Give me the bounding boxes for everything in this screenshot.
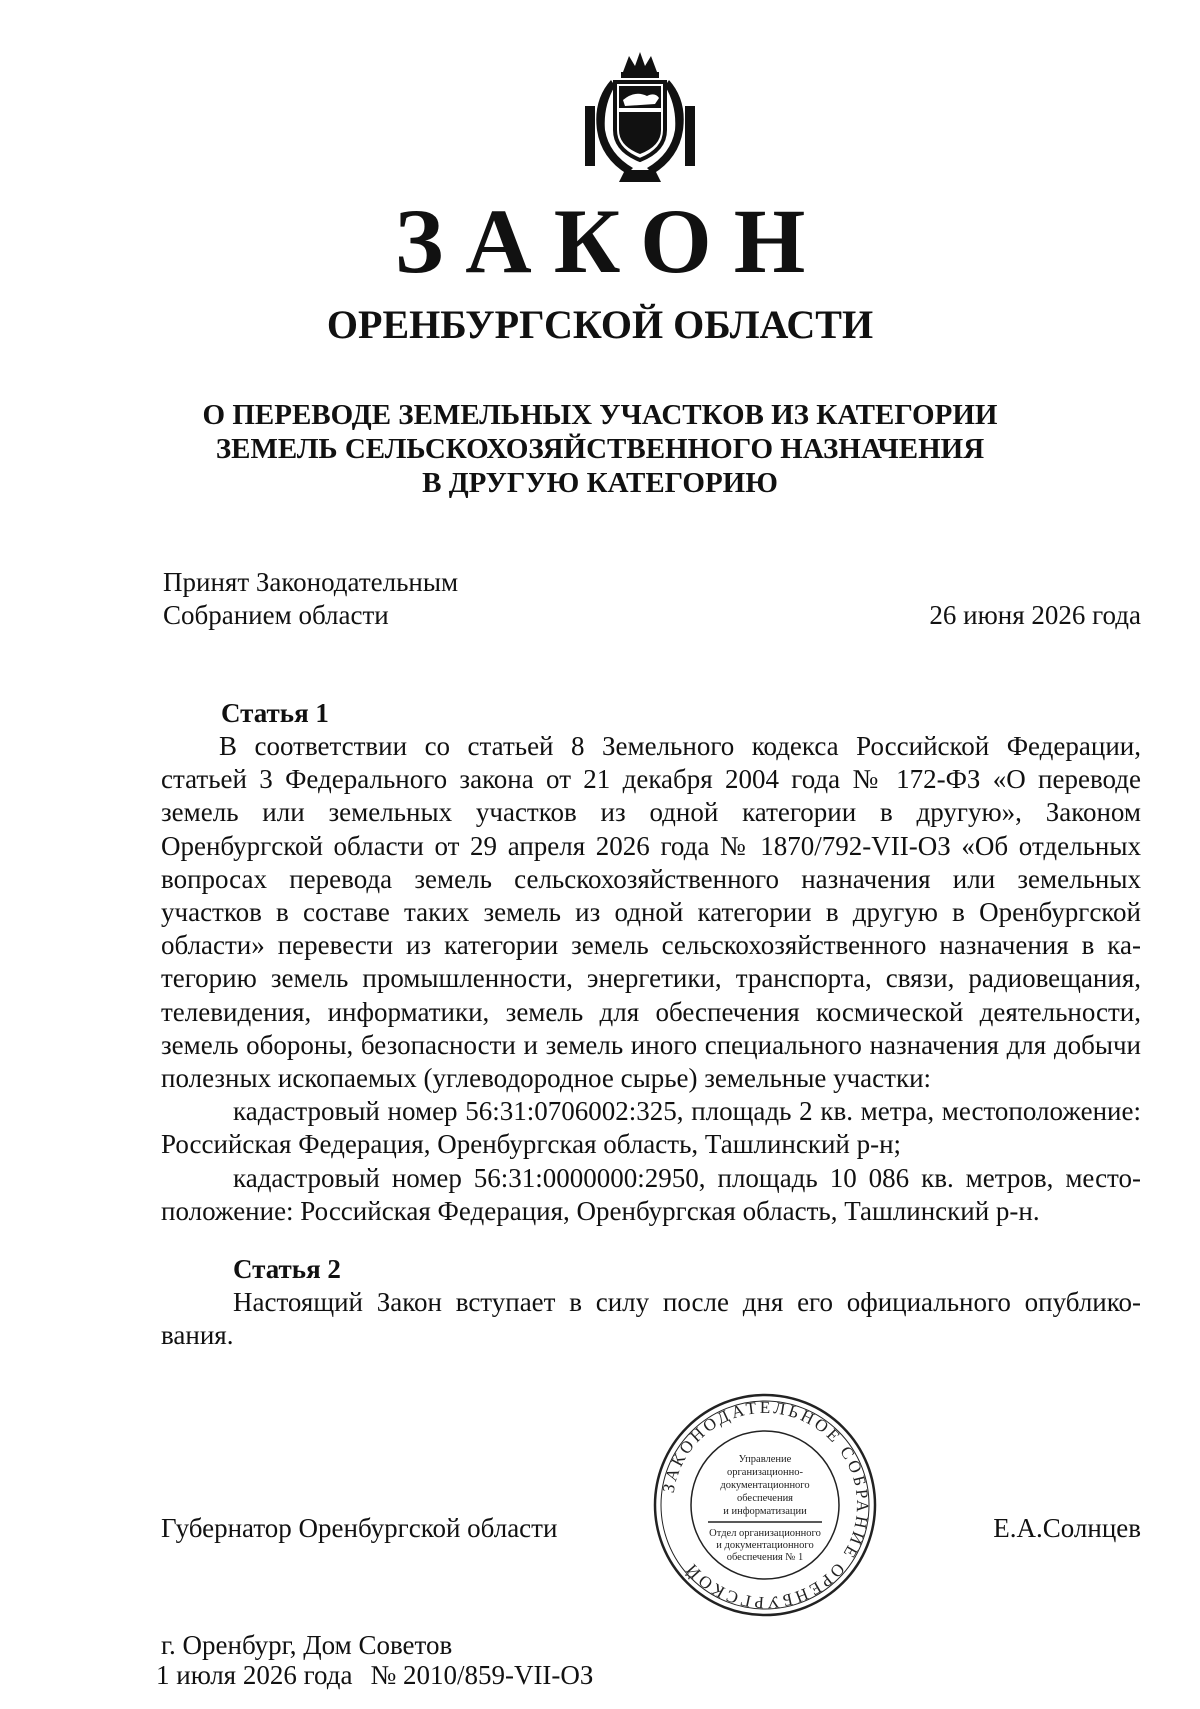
law-subject-line: О ПЕРЕВОДЕ ЗЕМЕЛЬНЫХ УЧАСТКОВ ИЗ КАТЕГОРИИ xyxy=(202,399,998,431)
seal-line: организационно- xyxy=(727,1467,803,1478)
article-2-body xyxy=(161,1286,1141,1352)
article-1-paragraph: В соответствии со статьей 8 Земельного кодекса Российской Федерации, статьей 3 Федерального закона от 21 декабря 2004 года № 172-ФЗ «О переводе земель или земельных участков из одной категории в другую», Законом Оренбургской области от 29 апреля 2026 года № 1870/792-VII-ОЗ «Об отдельных вопросах перевода земель сельскохозяйственного назначения или земельных участков в составе таких земель из одной категории в другую в Оренбургской области» перевести из категории земель сельскохозяйственного назначения в категорию земель промышленности, энергетики, транспорта, связи, радиовещания, телевидения, информатики, земель для обеспечения космической деятельности, земель обороны, безопасности и земель иного специального назначения для добычи полезных ископаемых (углеводородное сырье) земельные участки: xyxy=(161,731,1141,1094)
law-subject-line: ЗЕМЕЛЬ СЕЛЬСКОХОЗЯЙСТВЕННОГО НАЗНАЧЕНИЯ xyxy=(215,433,985,465)
seal-line: и информатизации xyxy=(723,1506,807,1517)
official-seal xyxy=(650,1390,880,1620)
adoption-note-line: Собранием области xyxy=(163,600,389,630)
law-title: ЗАКОН xyxy=(394,190,828,292)
seal-line: и документационного xyxy=(716,1540,814,1551)
law-number: № 2010/859-VII-ОЗ xyxy=(370,1660,594,1690)
article-1-body xyxy=(161,730,1141,1228)
region-title: ОРЕНБУРГСКОЙ ОБЛАСТИ xyxy=(326,302,874,347)
article-1-heading: Статья 1 xyxy=(221,698,329,728)
signatory-title: Губернатор Оренбургской области xyxy=(161,1513,558,1543)
land-plot-item: кадастровый номер 56:31:0000000:2950, площадь 10 086 кв. метров, местоположение: Российская Федерация, Оренбургская область, Ташлинский р-н. xyxy=(161,1162,1141,1226)
seal-line: обеспечения № 1 xyxy=(726,1552,804,1563)
seal-line: Управление xyxy=(738,1454,792,1465)
seal-ring-text: ЗАКОНОДАТЕЛЬНОЕ СОБРАНИЕ ОРЕНБУРГСКОЙ xyxy=(658,1397,873,1613)
law-subject-line: В ДРУГУЮ КАТЕГОРИЮ xyxy=(422,467,778,499)
seal-line: Отдел организационного xyxy=(709,1528,821,1539)
adoption-note xyxy=(163,566,458,632)
seal-line: документационного xyxy=(720,1480,810,1491)
seal-line: обеспечения xyxy=(736,1493,794,1504)
signing-place: г. Оренбург, Дом Советов xyxy=(161,1630,453,1660)
adoption-note-line: Принят Законодательным xyxy=(163,567,459,597)
law-subject xyxy=(0,398,1200,500)
article-2-heading: Статья 2 xyxy=(233,1254,341,1284)
article-2-paragraph: Настоящий Закон вступает в силу после дня его официального опубликования. xyxy=(161,1287,1141,1351)
signatory-name: Е.А.Солнцев xyxy=(993,1513,1141,1543)
adoption-date: 26 июня 2026 года xyxy=(929,600,1141,630)
land-plot-item: кадастровый номер 56:31:0706002:325, площадь 2 кв. метра, местоположение: Российская Федерация, Оренбургская область, Ташлинский р-н; xyxy=(161,1096,1141,1160)
signing-date-number xyxy=(156,1660,611,1690)
coat-of-arms-emblem xyxy=(575,50,705,185)
signing-date: 1 июля 2026 года xyxy=(156,1660,353,1690)
